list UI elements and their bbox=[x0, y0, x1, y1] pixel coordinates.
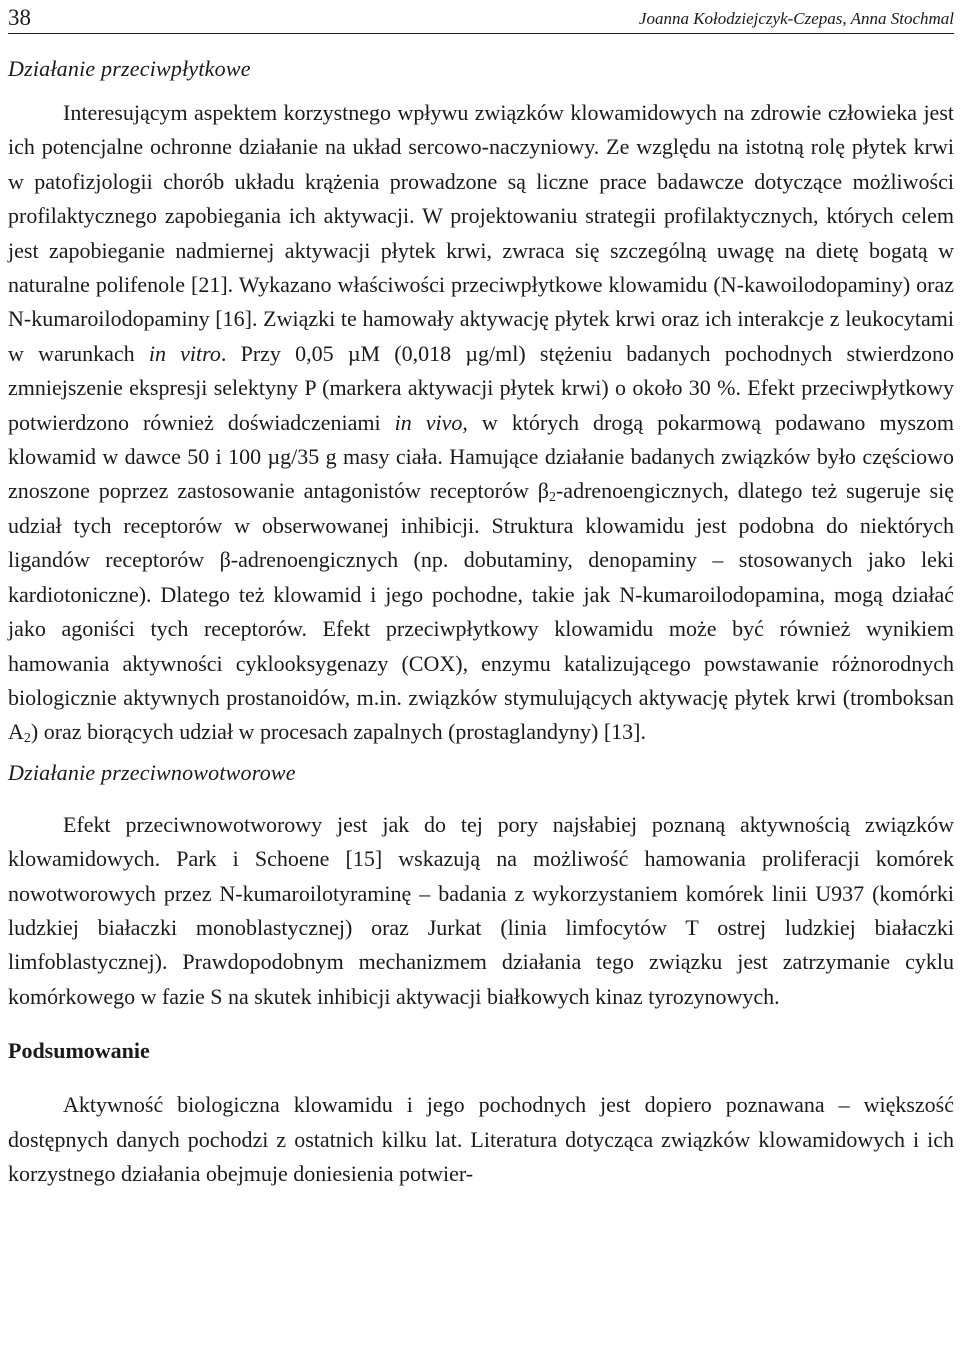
paragraph-anticancer: Efekt przeciwnowotworowy jest jak do tej pory najsłabiej poznaną aktywnością związków klowamidowych. Park i Schoene [15] wskazują na możliwość hamowania proliferacji komórek nowotworowych przez N-kumaroilotyraminę – badania z wykorzystaniem komórek linii U937 (komórki ludzkiej białaczki monoblastycznej) oraz Jurkat (linia limfocytów T ostrej ludzkiej białaczki limfoblastycznej). Prawdopodobnym mechanizmem działania tego związku jest zatrzymanie cyklu komórkowego w fazie S na skutek inhibicji aktywacji białkowych kinaz tyrozynowych. bbox=[8, 811, 954, 1009]
section-title-antiplatelet: Działanie przeciwpłytkowe bbox=[8, 56, 251, 81]
text-run: -adrenoengicznych, dlatego też sugeruje się udział tych receptorów w obserwowanej inhibicji. Struktura klowamidu jest podobna do niektórych ligandów receptorów β-adrenoengicznych (np. dobutaminy, denopaminy – stosowanych jako leki kardiotoniczne). Dlatego też klowamid i jego pochodne, takie jak N-kumaroilodopamina, mogą działać jako agoniści tych receptorów. Efekt przeciwpłytkowy klowamidu może być również wynikiem hamowania aktywności cyklooksygenazy (COX), enzymu katalizującego powstawanie różnorodnych biologicznie aktywnych prostanoidów, m.in. związków stymulujących aktywację płytek krwi (tromboksan A bbox=[8, 478, 954, 745]
text-run: ) oraz biorących udział w procesach zapalnych (prostaglandyny) [13]. bbox=[30, 719, 647, 745]
section-title-summary: Podsumowanie bbox=[8, 1038, 150, 1064]
subscript: 2 bbox=[23, 731, 31, 747]
running-head: Joanna Kołodziejczyk-Czepas, Anna Stochmal bbox=[638, 9, 954, 28]
paragraph-antiplatelet bbox=[8, 96, 954, 750]
italic-term: in vivo bbox=[394, 409, 463, 435]
section-title-anticancer: Działanie przeciwnowotworowe bbox=[8, 759, 296, 785]
paragraph-summary: Aktywność biologiczna klowamidu i jego pochodnych jest dopiero poznawana – większość dostępnych danych pochodzi z ostatnich kilku lat. Literatura dotycząca związków klowamidowych i ich korzystnego działania obejmuje doniesienia potwier- bbox=[8, 1092, 954, 1186]
text-run: . Przy 0,05 µM (0,018 µg/ml) stężeniu badanych pochodnych stwierdzono zmniejszenie ekspresji selektyny P (markera aktywacji płytek krwi) o około 30 %. Efekt przeciwpłytkowy potwierdzono również doświadczeniami bbox=[8, 340, 954, 435]
subscript: 2 bbox=[548, 490, 556, 506]
page-header bbox=[8, 0, 954, 34]
text-run: Interesującym aspektem korzystnego wpływu związków klowamidowych na zdrowie człowieka jest ich potencjalne ochronne działanie na układ sercowo-naczyniowy. Ze względu na istotną rolę płytek krwi w patofizjologii chorób układu krążenia prowadzone są liczne prace badawcze dotyczące możliwości profilaktycznego zapobiegania ich aktywacji. W projektowaniu strategii profilaktycznych, których celem jest zapobieganie nadmiernej aktywacji płytek krwi, zwraca się szczególną uwagę na dietę bogatą w naturalne polifenole [21]. Wykazano właściwości przeciwpłytkowe klowamidu (N-kawoilodopaminy) oraz N-kumaroilodopaminy [16]. Związki te hamowały aktywację płytek krwi oraz ich interakcje z leukocytami w warunkach bbox=[8, 100, 954, 366]
italic-term: in vitro bbox=[148, 340, 221, 366]
page-number: 38 bbox=[8, 5, 31, 30]
text-run: , w których drogą pokarmową podawano myszom klowamid w dawce 50 i 100 µg/35 g masy ciała. Hamujące działanie badanych związków było częściowo znoszone poprzez zastosowanie antagonistów receptorów β bbox=[8, 409, 954, 504]
